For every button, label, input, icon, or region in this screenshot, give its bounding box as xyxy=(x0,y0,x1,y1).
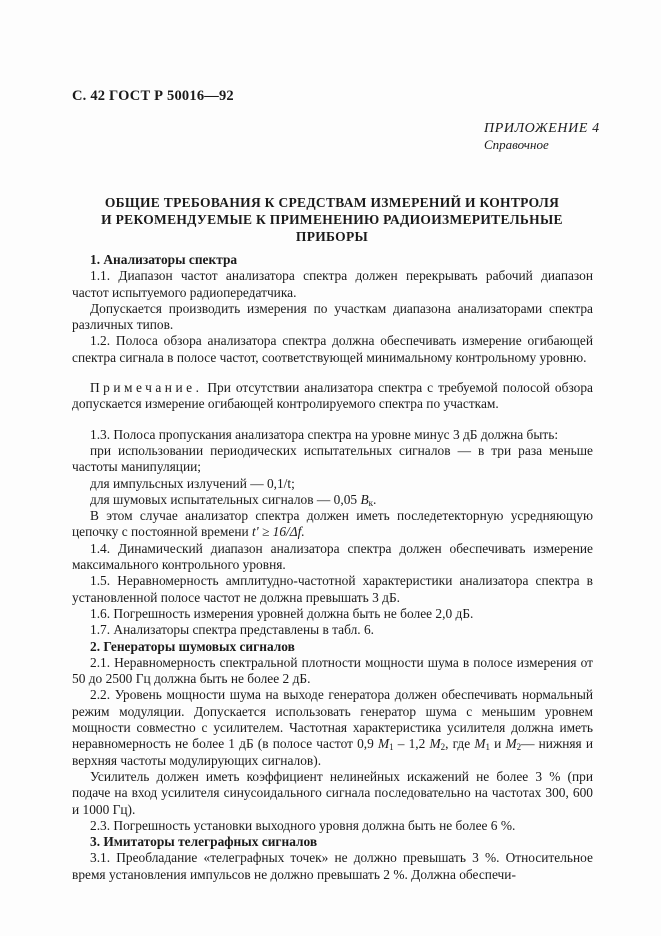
paragraph-1-1b: Допускается производить измерения по участкам диапазона анализаторами спектра различных типов. xyxy=(72,300,593,333)
document-body xyxy=(72,252,593,883)
paragraph-1-5: 1.5. Неравномерность амплитудно-частотной характеристики анализатора спектра в установленной полосе частот не должна превышать 3 дБ. xyxy=(72,573,593,605)
title-line-2: И РЕКОМЕНДУЕМЫЕ К ПРИМЕНЕНИЮ РАДИОИЗМЕРИТЕЛЬНЫЕ xyxy=(101,212,563,227)
paragraph-1-1: 1.1. Диапазон частот анализатора спектра должен перекрывать рабочий диапазон частот испытуемого радиопередатчика. xyxy=(72,268,593,300)
paragraph-3-1: 3.1. Преобладание «телеграфных точек» не должно превышать 3 %. Относительное время установления импульсов не должно превышать 2 %. Должна обеспечи- xyxy=(72,850,593,882)
m1-sub: 1 xyxy=(389,742,394,753)
paragraph-1-6: 1.6. Погрешность измерения уровней должна быть не более 2,0 дБ. xyxy=(90,605,474,621)
m2-sub: 2 xyxy=(440,742,446,753)
section-3-heading: 3. Имитаторы телеграфных сигналов xyxy=(90,834,318,850)
m2-var-2: M xyxy=(505,736,517,752)
paragraph-1-4: 1.4. Динамический диапазон анализатора спектра должен обеспечивать измерение максимального контрольного уровня. xyxy=(72,540,593,573)
paragraph-1-3c xyxy=(72,492,593,508)
running-head: С. 42 ГОСТ Р 50016—92 xyxy=(72,88,234,104)
p2-2-mid2: , где xyxy=(445,736,475,752)
paragraph-1-3a: при использовании периодических испытательных сигналов — в три раза меньше частоты манипуляции; xyxy=(72,442,593,475)
paragraph-1-3: 1.3. Полоса пропускания анализатора спектра на уровне минус 3 дБ должна быть: xyxy=(90,426,559,442)
bk-sub: к xyxy=(368,497,373,508)
section-1-heading: 1. Анализаторы спектра xyxy=(90,252,238,267)
paragraph-2-2 xyxy=(72,687,593,768)
paragraph-1-2: 1.2. Полоса обзора анализатора спектра должна обеспечивать измерение огибающей спектра сигнала в полосе частот, соответствующей минимальному контрольному уровню. xyxy=(72,333,593,365)
title-line-1: ОБЩИЕ ТРЕБОВАНИЯ К СРЕДСТВАМ ИЗМЕРЕНИЙ И КОНТРОЛЯ xyxy=(104,195,560,210)
bk-var: B xyxy=(360,491,369,507)
appendix-label: ПРИЛОЖЕНИЕ 4 xyxy=(484,121,600,136)
note-text: При отсутствии анализатора спектра с требуемой полосой обзора допускается измерение огибающей контролируемого спектра по участкам. xyxy=(72,380,593,412)
m1-var: M xyxy=(377,736,390,752)
p1-3d-text: В этом случае анализатор спектра должен иметь последетекторную усредняющую цепочку с постоянной времени xyxy=(72,508,593,540)
m1-var-2: M xyxy=(474,736,486,752)
p2-2-end: — нижняя и верхняя частоты модулирующих сигналов). xyxy=(72,736,593,768)
paragraph-2-3: 2.3. Погрешность установки выходного уровня должна быть не более 6 %. xyxy=(90,817,516,833)
p2-2-mid: – 1,2 xyxy=(393,736,430,752)
m1-sub-2: 1 xyxy=(485,742,490,753)
p1-3c-end: . xyxy=(373,491,377,507)
paragraph-1-3d xyxy=(72,508,593,541)
appendix-title xyxy=(72,194,592,245)
section-2-heading: 2. Генераторы шумовых сигналов xyxy=(90,638,295,654)
m2-var: M xyxy=(429,736,441,752)
p2-2-text: 2.2. Уровень мощности шума на выходе генератора должен обеспечивать нормальный режим модуляции. Допускается использовать генератор шума с меньшим уровнем мощности совместно с усилителем. Частотная характеристика усилителя должна иметь неравномерность не более 1 дБ (в полосе частот 0,9 xyxy=(72,687,593,752)
m2-sub-2: 2 xyxy=(516,742,522,753)
p2-2-mid3: и xyxy=(489,736,506,752)
paragraph-1-3b: для импульсных излучений — 0,1/t; xyxy=(90,475,295,491)
paragraph-2-1: 2.1. Неравномерность спектральной плотности мощности шума в полосе измерения от 50 до 2500 Гц должна быть не более 2 дБ. xyxy=(72,654,593,687)
note xyxy=(72,380,593,413)
note-label: Примечание. xyxy=(90,380,203,396)
time-constant-formula: t' ≥ 16/Δf. xyxy=(252,524,305,540)
appendix-type: Справочное xyxy=(484,137,549,152)
paragraph-2-2b: Усилитель должен иметь коэффициент нелинейных искажений не более 3 % (при подаче на вход усилителя синусоидального сигнала последовательно на частотах 300, 600 и 1000 Гц). xyxy=(72,768,593,817)
title-line-3: ПРИБОРЫ xyxy=(295,229,369,244)
paragraph-1-7: 1.7. Анализаторы спектра представлены в табл. 6. xyxy=(90,622,375,638)
p1-3c-text: для шумовых испытательных сигналов — 0,05 xyxy=(90,491,361,507)
